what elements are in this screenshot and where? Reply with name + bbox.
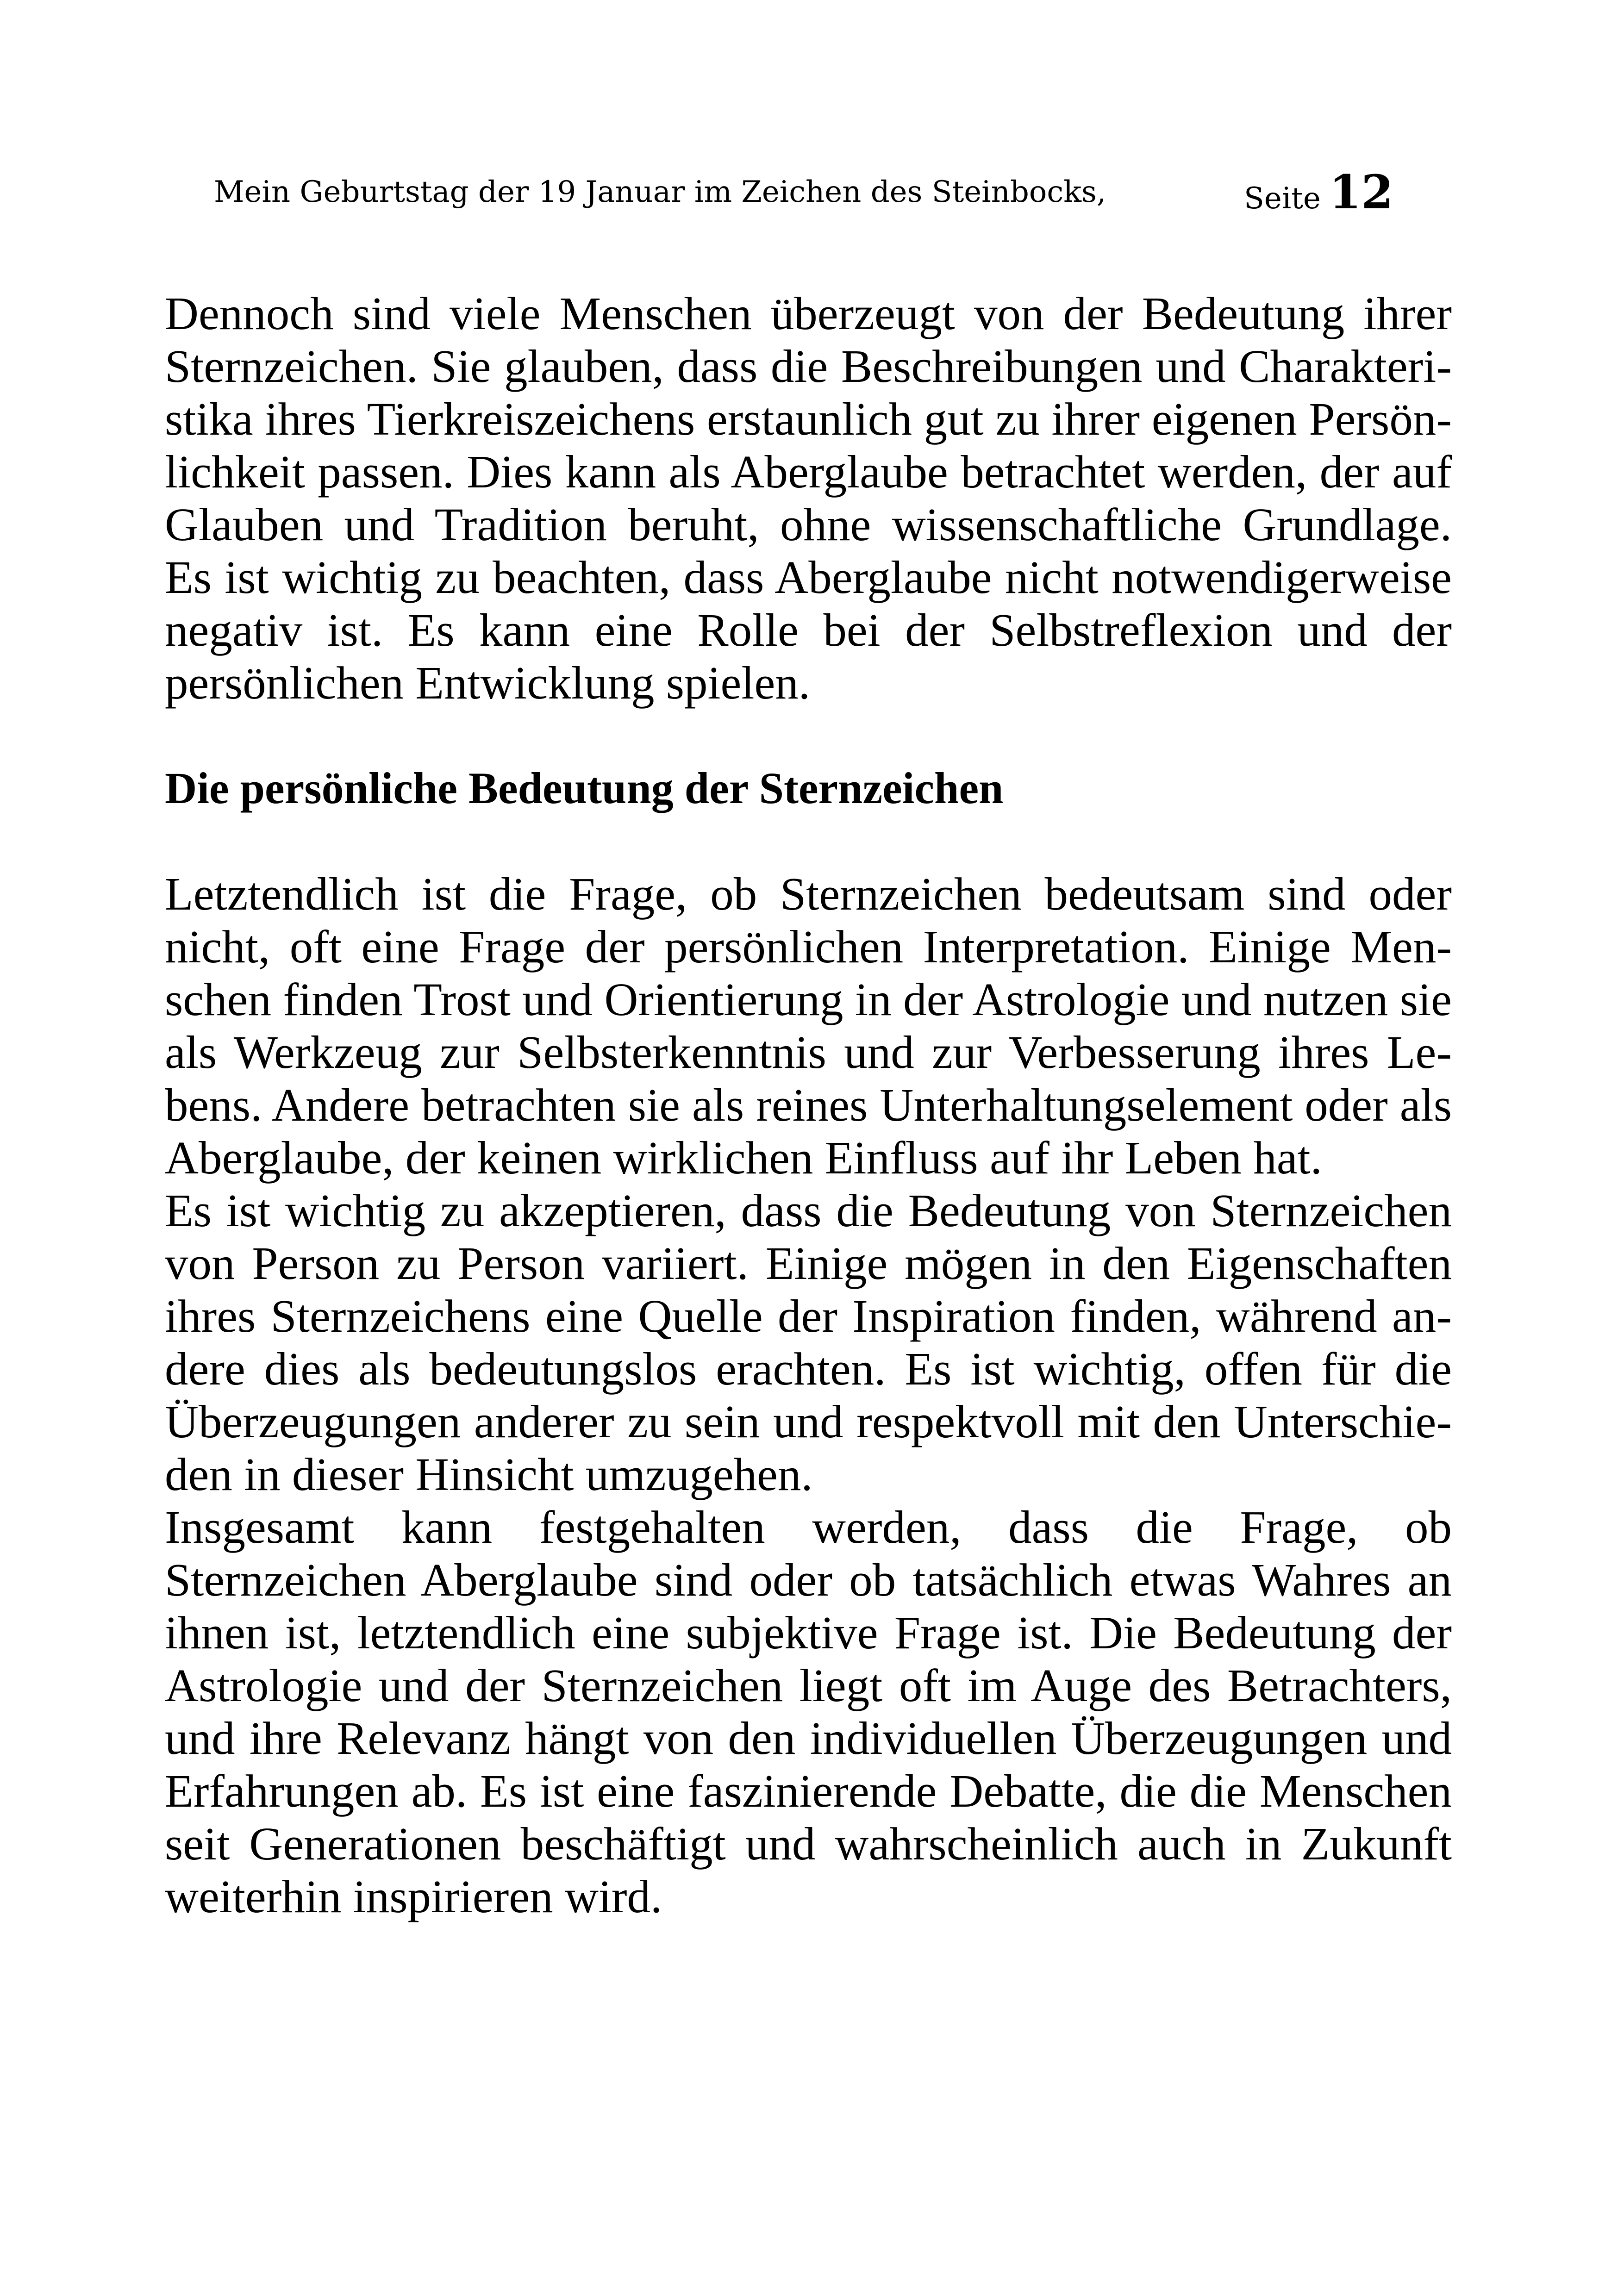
section-heading: Die persönliche Bedeutung der Sternzeichen [165, 763, 1004, 813]
paragraph-3: Es ist wichtig zu akzeptieren, dass die Bedeutung von Sternzeichen von Person zu Person variiert. Einige mögen in den Eigenschaften ihres Sternzeichens eine Quelle der Inspiration finden, während andere dies als bedeutungslos erachten. Es ist wichtig, offen für die Überzeugungen anderer zu sein und respektvoll mit den Unterschieden in dieser Hinsicht umzugehen. [165, 1185, 1452, 1500]
page-number: 12 [1329, 165, 1393, 219]
page-label: Seite [1244, 181, 1321, 216]
paragraph-1: Dennoch sind viele Menschen überzeugt von der Bedeutung ihrer Sternzeichen. Sie glauben, dass die Beschreibungen und Charakteristika ihres Tierkreiszeichens erstaunlich gut zu ihrer eigenen Persönlichkeit passen. Dies kann als Aberglaube betrachtet werden, der auf Glauben und Tradition beruht, ohne wissenschaftliche Grundlage. Es ist wichtig zu beachten, dass Aberglaube nicht notwendigerweise negativ ist. Es kann eine Rolle bei der Selbstreflexion und der persönlichen Entwicklung spielen. [165, 287, 1452, 709]
header-title: Mein Geburtstag der 19 Januar im Zeichen des Steinbocks, [214, 175, 1106, 209]
page-indicator [1244, 157, 1393, 233]
body-text [165, 287, 1452, 1923]
paragraph-2: Letztendlich ist die Frage, ob Sternzeichen bedeutsam sind oder nicht, oft eine Frage der persönlichen Interpretation. Einige Menschen finden Trost und Orientierung in der Astrologie und nutzen sie als Werkzeug zur Selbsterkenntnis und zur Verbesserung ihres Lebens. Andere betrachten sie als reines Unterhaltungselement oder als Aberglaube, der keinen wirklichen Einfluss auf ihr Leben hat. [165, 868, 1452, 1184]
paragraph-4: Insgesamt kann festgehalten werden, dass die Frage, ob Sternzeichen Aberglaube sind oder ob tatsächlich etwas Wahres an ihnen ist, letztendlich eine subjektive Frage ist. Die Bedeutung der Astrologie und der Sternzeichen liegt oft im Auge des Betrachters, und ihre Relevanz hängt von den individuellen Überzeugungen und Erfahrungen ab. Es ist eine faszinierende Debatte, die die Menschen seit Generationen beschäftigt und wahrscheinlich auch in Zukunft weiterhin inspirieren wird. [165, 1501, 1452, 1922]
running-header [214, 157, 1393, 227]
